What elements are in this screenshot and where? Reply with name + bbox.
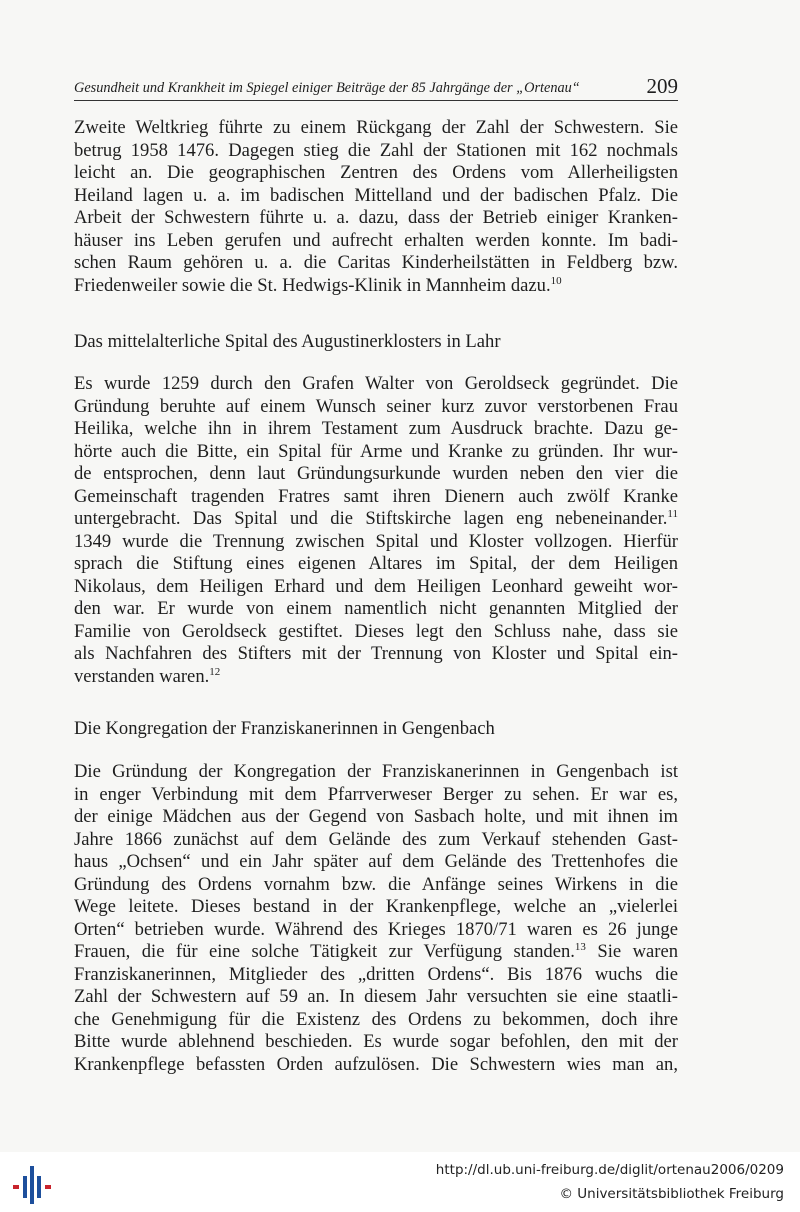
text-line: Bitte wurde ablehnend beschieden. Es wurde sogar befohlen, den mit der — [74, 1031, 678, 1052]
text-line — [74, 508, 678, 531]
text-line: che Genehmigung für die Existenz des Ordens zu bekommen, doch ihre — [74, 1008, 678, 1030]
text-line: Gemeinschaft tragenden Fratres samt ihren Dienern auch zwölf Kranke — [74, 485, 678, 507]
text-line: Gründung beruhte auf einem Wunsch seiner kurz zuvor verstorbenen Frau — [74, 395, 678, 417]
text-line: Gründung des Ordens vornahm bzw. die Anfänge seines Wirkens in die — [74, 873, 678, 895]
text-line: Zahl der Schwestern auf 59 an. In diesem Jahr versuchten sie eine staatli- — [74, 986, 678, 1007]
text-line — [74, 666, 678, 689]
paragraph-2 — [74, 373, 678, 688]
text-line: als Nachfahren des Stifters mit der Trennung von Kloster und Spital ein- — [74, 643, 678, 664]
text-line: den war. Er wurde von einem namentlich nicht genannten Mitglied der — [74, 598, 678, 619]
text-line: Nikolaus, dem Heiligen Erhard und dem Heiligen Leonhard geweiht wor- — [74, 575, 678, 597]
footnote-ref: 11 — [667, 508, 678, 520]
footnote-ref: 12 — [209, 665, 221, 678]
section-heading-kongregation: Die Kongregation der Franziskanerinnen in Gengenbach — [74, 718, 495, 739]
text-line: hörte auch die Bitte, ein Spital für Arme und Kranke zu gründen. Ihr wur- — [74, 440, 678, 462]
paragraph-3 — [74, 761, 678, 1076]
running-head — [74, 76, 678, 100]
text-line: leicht an. Die geographischen Zentren des Ordens vom Allerheiligsten — [74, 162, 678, 183]
section-heading-spital: Das mittelalterliche Spital des Augustinerklosters in Lahr — [74, 331, 501, 352]
footnote-ref: 13 — [574, 941, 586, 953]
text-line: 1349 wurde die Trennung zwischen Spital und Kloster vollzogen. Hierfür — [74, 530, 678, 552]
text-span: Sie waren — [585, 941, 678, 962]
footer-bar — [0, 1152, 800, 1212]
text-line: Krankenpflege befassten Orden aufzulösen. Die Schwestern wies man an, — [74, 1053, 678, 1075]
text-line: Arbeit der Schwestern führte u. a. dazu, dass der Betrieb einiger Kranken- — [74, 207, 678, 228]
text-line — [74, 941, 678, 964]
text-line: betrug 1958 1476. Dagegen stieg die Zahl der Stationen mit 162 nochmals — [74, 139, 678, 161]
text-line: häuser ins Leben gerufen und aufrecht erhalten werden konnte. Im badi- — [74, 229, 678, 251]
text-line: sprach die Stiftung eines eigenen Altares im Spital, der dem Heiligen — [74, 553, 678, 574]
running-title: Gesundheit und Krankheit im Spiegel einiger Beiträge der 85 Jahrgänge der „Ortenau“ — [74, 80, 580, 96]
text-line: haus „Ochsen“ und ein Jahr später auf dem Gelände des Trettenhofes die — [74, 851, 678, 872]
text-line: Zweite Weltkrieg führte zu einem Rückgang der Zahl der Schwestern. Sie — [74, 117, 678, 138]
text-line: Heiland lagen u. a. im badischen Mittelland und der badischen Pfalz. Die — [74, 184, 678, 206]
text-line: Jahre 1866 zunächst auf dem Gelände des zum Verkauf stehenden Gast- — [74, 828, 678, 850]
text-span: untergebracht. Das Spital und die Stiftskirche lagen eng nebeneinander. — [74, 508, 668, 529]
header-rule — [74, 100, 678, 101]
footnote-ref: 10 — [550, 274, 562, 287]
text-line: Franziskanerinnen, Mitglieder des „dritten Ordens“. Bis 1876 wuchs die — [74, 963, 678, 985]
text-line: Heilika, welche ihn in ihrem Testament zum Ausdruck brachte. Dazu ge- — [74, 418, 678, 439]
text-span: verstanden waren. — [74, 665, 210, 687]
text-line: Orten“ betrieben wurde. Während des Krieges 1870/71 waren es 26 junge — [74, 918, 678, 940]
text-line — [74, 275, 678, 298]
text-line: Familie von Geroldseck gestiftet. Dieses legt den Schluss nahe, dass sie — [74, 620, 678, 642]
text-line: Es wurde 1259 durch den Grafen Walter von Geroldseck gegründet. Die — [74, 373, 678, 394]
text-line: in enger Verbindung mit dem Pfarrverweser Berger zu sehen. Er war es, — [74, 783, 678, 805]
text-line: schen Raum gehören u. a. die Caritas Kinderheilstätten in Feldberg bzw. — [74, 252, 678, 273]
text-line: Wege leitete. Dieses bestand in der Krankenpflege, welche an „vielerlei — [74, 896, 678, 917]
text-span: Frauen, die für eine solche Tätigkeit zur Verfügung standen. — [74, 941, 575, 962]
library-logo-icon — [12, 1164, 52, 1206]
text-line: Die Gründung der Kongregation der Franziskanerinnen in Gengenbach ist — [74, 761, 678, 782]
source-url-link[interactable]: http://dl.ub.uni-freiburg.de/diglit/ortenau2006/0209 — [435, 1162, 784, 1178]
paragraph-1 — [74, 117, 678, 297]
text-line: der einige Mädchen aus der Gegend von Sasbach holte, und mit ihnen im — [74, 806, 678, 827]
text-span: Friedenweiler sowie die St. Hedwigs-Klinik in Mannheim dazu. — [74, 274, 551, 296]
copyright-text: © Universitätsbibliothek Freiburg — [559, 1186, 784, 1202]
page-number: 209 — [646, 74, 678, 98]
text-line: de entsprochen, denn laut Gründungsurkunde wurden neben den vier die — [74, 463, 678, 484]
